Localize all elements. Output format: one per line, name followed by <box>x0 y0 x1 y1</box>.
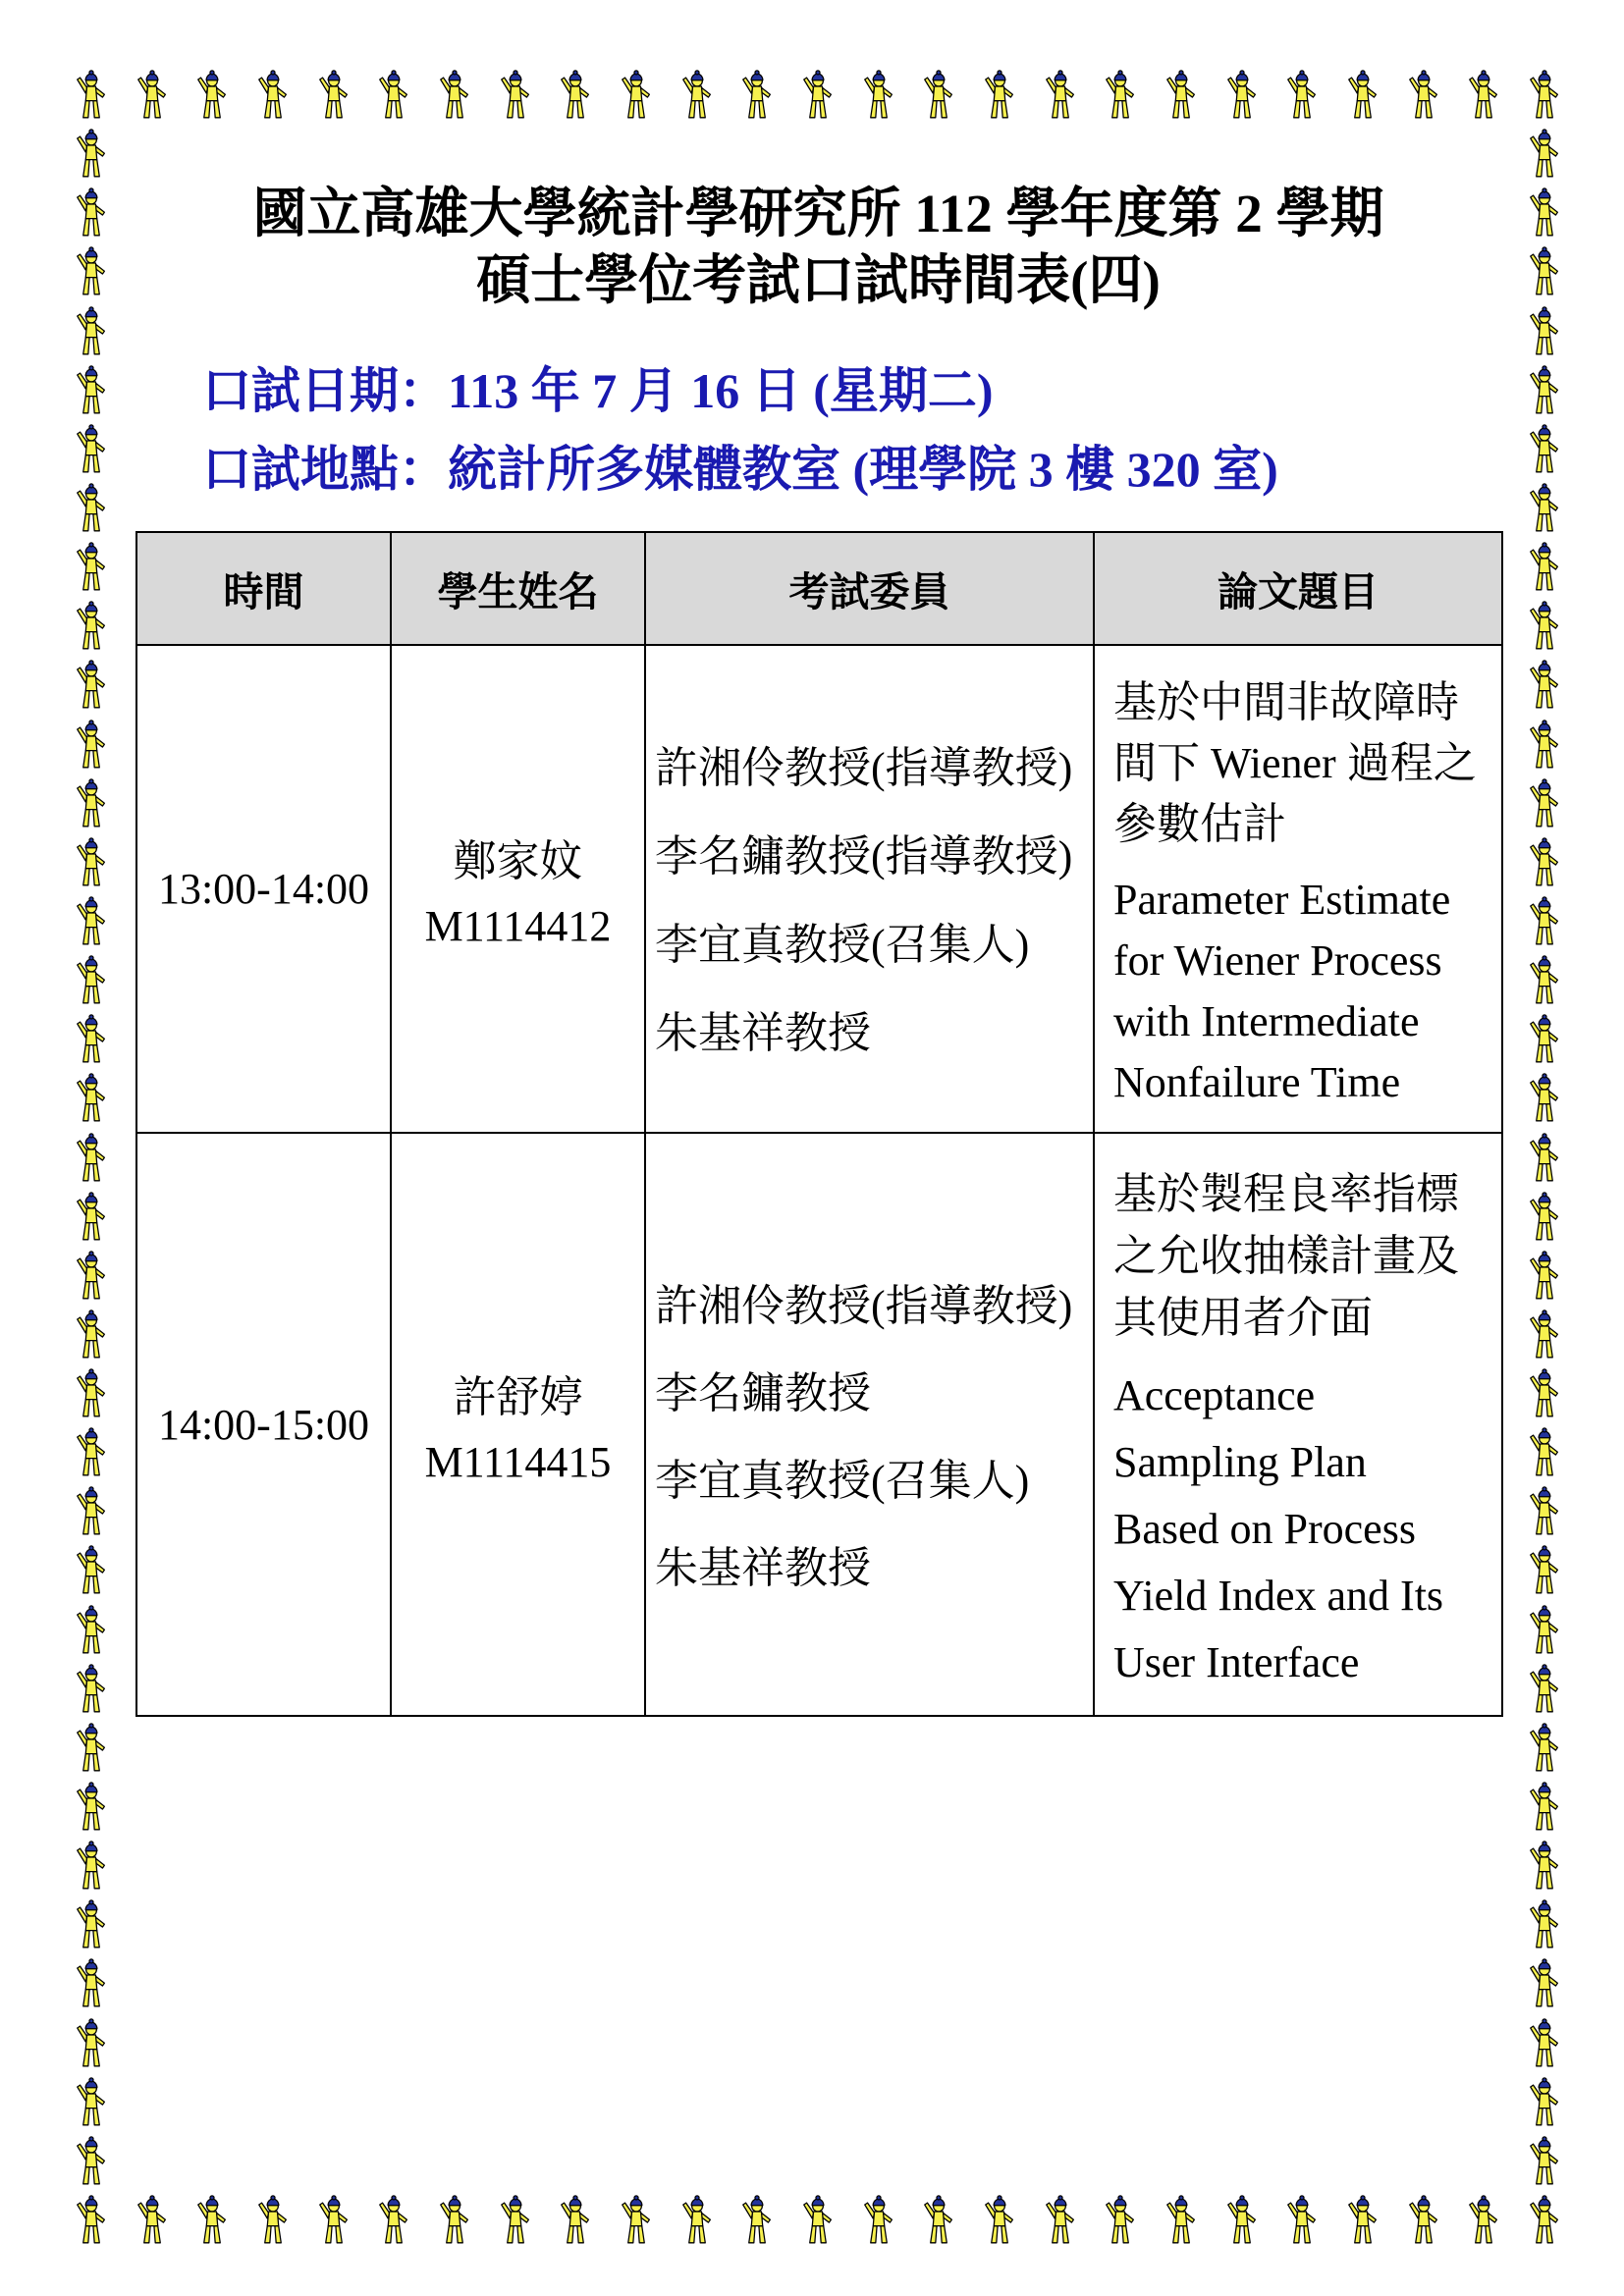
person-figure-icon <box>556 66 595 121</box>
thesis-title-en-line: Sampling Plan <box>1113 1437 1367 1486</box>
person-figure-icon <box>72 892 111 947</box>
person-figure-icon <box>1282 66 1322 121</box>
exam-date-line <box>202 363 994 418</box>
person-figure-icon <box>1525 1719 1564 1774</box>
person-figure-icon <box>1525 1069 1564 1124</box>
committee-member: 朱基祥教授 <box>655 1544 871 1592</box>
person-figure-icon <box>1525 1778 1564 1833</box>
thesis-title-en-line: Acceptance <box>1113 1370 1316 1419</box>
person-figure-icon <box>496 66 535 121</box>
person-figure-icon <box>1525 1188 1564 1243</box>
person-figure-icon <box>72 1423 111 1478</box>
person-figure-icon <box>192 66 232 121</box>
person-figure-icon <box>72 1010 111 1065</box>
committee-member: 許湘伶教授(指導教授) <box>655 1282 1073 1330</box>
committee-member: 李名鏞教授 <box>655 1369 871 1417</box>
person-figure-icon <box>1525 125 1564 180</box>
person-figure-icon <box>1343 2191 1382 2246</box>
person-figure-icon <box>980 66 1019 121</box>
exam-date-value: 113 年 7 月 16 日 (星期二) <box>448 363 994 418</box>
person-figure-icon <box>72 833 111 888</box>
thesis-cell <box>1094 1133 1502 1716</box>
person-figure-icon <box>1525 774 1564 829</box>
person-figure-icon <box>133 66 172 121</box>
thesis-title-en-line: Parameter Estimate <box>1113 876 1451 924</box>
person-figure-icon <box>617 66 656 121</box>
thesis-title-zh-line: 基於中間非故障時 <box>1113 678 1459 726</box>
column-header-student: 學生姓名 <box>391 532 645 645</box>
person-figure-icon <box>72 420 111 475</box>
person-figure-icon <box>72 302 111 357</box>
person-figure-icon <box>72 1954 111 2009</box>
thesis-title-zh-line: 基於製程良率指標 <box>1113 1169 1459 1218</box>
person-figure-icon <box>1525 361 1564 416</box>
person-figure-icon <box>1282 2191 1322 2246</box>
person-figure-icon <box>737 2191 777 2246</box>
person-figure-icon <box>72 656 111 711</box>
exam-location-label: 口試地點： <box>202 442 448 497</box>
person-figure-icon <box>1041 66 1080 121</box>
person-figure-icon <box>798 2191 838 2246</box>
document-title: 國立高雄大學統計學研究所 112 學年度第 2 學期 <box>252 184 1384 243</box>
person-figure-icon <box>919 66 958 121</box>
person-figure-icon <box>314 66 353 121</box>
column-header-thesis: 論文題目 <box>1094 532 1502 645</box>
person-figure-icon <box>1101 66 1140 121</box>
committee-member: 李名鏞教授(指導教授) <box>655 831 1073 881</box>
person-figure-icon <box>1525 479 1564 534</box>
person-figure-icon <box>72 1719 111 1774</box>
person-figure-icon <box>1404 66 1443 121</box>
person-figure-icon <box>1525 184 1564 239</box>
person-figure-icon <box>1525 420 1564 475</box>
thesis-title-en-line: Yield Index and Its <box>1113 1571 1444 1620</box>
time-cell: 14:00-15:00 <box>136 1133 391 1716</box>
person-figure-icon <box>677 66 717 121</box>
person-figure-icon <box>72 1541 111 1596</box>
person-figure-icon <box>919 2191 958 2246</box>
person-figure-icon <box>1222 2191 1262 2246</box>
person-figure-icon <box>253 2191 293 2246</box>
exam-location-line <box>202 442 1278 497</box>
person-figure-icon <box>980 2191 1019 2246</box>
person-figure-icon <box>72 2191 111 2246</box>
person-figure-icon <box>72 361 111 416</box>
column-header-time: 時間 <box>136 532 391 645</box>
person-figure-icon <box>1525 833 1564 888</box>
person-figure-icon <box>496 2191 535 2246</box>
person-figure-icon <box>72 1306 111 1361</box>
exam-location-value: 統計所多媒體教室 (理學院 3 樓 320 室) <box>448 442 1278 497</box>
person-figure-icon <box>798 66 838 121</box>
person-figure-icon <box>1525 1364 1564 1419</box>
person-figure-icon <box>1525 656 1564 711</box>
person-figure-icon <box>1525 2191 1564 2246</box>
person-figure-icon <box>192 2191 232 2246</box>
person-figure-icon <box>1525 1306 1564 1361</box>
person-figure-icon <box>72 125 111 180</box>
person-figure-icon <box>617 2191 656 2246</box>
thesis-title-en <box>1113 870 1497 1113</box>
thesis-title-en-line: with Intermediate <box>1113 997 1420 1045</box>
person-figure-icon <box>1404 2191 1443 2246</box>
person-figure-icon <box>72 1482 111 1537</box>
person-figure-icon <box>72 538 111 593</box>
person-figure-icon <box>1525 302 1564 357</box>
person-figure-icon <box>72 951 111 1006</box>
person-figure-icon <box>1525 951 1564 1006</box>
person-figure-icon <box>72 1247 111 1302</box>
person-figure-icon <box>1525 242 1564 297</box>
committee-member: 許湘伶教授(指導教授) <box>655 743 1073 792</box>
time-cell: 13:00-14:00 <box>136 645 391 1133</box>
person-figure-icon <box>1464 2191 1503 2246</box>
person-figure-icon <box>314 2191 353 2246</box>
person-figure-icon <box>72 1129 111 1184</box>
person-figure-icon <box>1101 2191 1140 2246</box>
person-figure-icon <box>72 479 111 534</box>
person-figure-icon <box>1525 1541 1564 1596</box>
column-header-committee: 考試委員 <box>645 532 1094 645</box>
person-figure-icon <box>435 2191 474 2246</box>
person-figure-icon <box>72 1601 111 1656</box>
person-figure-icon <box>1525 1482 1564 1537</box>
person-figure-icon <box>72 1778 111 1833</box>
person-figure-icon <box>133 2191 172 2246</box>
person-figure-icon <box>72 1837 111 1892</box>
person-figure-icon <box>72 774 111 829</box>
document-subtitle: 碩士學位考試口試時間表(四) <box>476 250 1161 310</box>
person-figure-icon <box>72 1188 111 1243</box>
person-figure-icon <box>859 66 898 121</box>
person-figure-icon <box>1525 1010 1564 1065</box>
thesis-title-en-line: for Wiener Process <box>1113 936 1442 985</box>
person-figure-icon <box>1162 66 1201 121</box>
person-figure-icon <box>72 716 111 771</box>
student-cell <box>391 645 645 1133</box>
person-figure-icon <box>374 2191 413 2246</box>
thesis-title-en-line: Based on Process <box>1113 1504 1416 1553</box>
person-figure-icon <box>556 2191 595 2246</box>
person-figure-icon <box>1525 2073 1564 2128</box>
person-figure-icon <box>435 66 474 121</box>
person-figure-icon <box>1525 1837 1564 1892</box>
person-figure-icon <box>859 2191 898 2246</box>
thesis-title-zh-line: 參數估計 <box>1113 800 1286 848</box>
committee-cell <box>645 645 1094 1133</box>
person-figure-icon <box>1525 1954 1564 2009</box>
schedule-table <box>135 531 1503 1717</box>
person-figure-icon <box>72 242 111 297</box>
person-figure-icon <box>374 66 413 121</box>
student-cell <box>391 1133 645 1716</box>
student-id: M1114415 <box>424 1437 612 1486</box>
person-figure-icon <box>72 2073 111 2128</box>
person-figure-icon <box>677 2191 717 2246</box>
person-figure-icon <box>1162 2191 1201 2246</box>
thesis-title-zh <box>1113 672 1497 855</box>
person-figure-icon <box>72 1660 111 1715</box>
person-figure-icon <box>1525 1129 1564 1184</box>
person-figure-icon <box>1525 597 1564 652</box>
person-figure-icon <box>1525 716 1564 771</box>
thesis-title-zh-line: 其使用者介面 <box>1113 1293 1373 1342</box>
table-header-row <box>136 532 1502 645</box>
thesis-title-zh <box>1113 1163 1497 1349</box>
person-figure-icon <box>72 1896 111 1950</box>
person-figure-icon <box>1525 2132 1564 2187</box>
person-figure-icon <box>1525 1247 1564 1302</box>
person-figure-icon <box>1525 2014 1564 2069</box>
person-figure-icon <box>1222 66 1262 121</box>
person-figure-icon <box>72 1069 111 1124</box>
thesis-cell <box>1094 645 1502 1133</box>
person-figure-icon <box>72 2014 111 2069</box>
person-figure-icon <box>72 184 111 239</box>
student-name: 許舒婷 <box>453 1372 583 1421</box>
person-figure-icon <box>1041 2191 1080 2246</box>
person-figure-icon <box>72 66 111 121</box>
student-name: 鄭家妏 <box>453 837 583 885</box>
thesis-title-zh-line: 間下 Wiener 過程之 <box>1113 739 1477 787</box>
thesis-title-en <box>1113 1362 1497 1696</box>
person-figure-icon <box>1525 1601 1564 1656</box>
thesis-title-en-line: User Interface <box>1113 1637 1360 1686</box>
person-figure-icon <box>1464 66 1503 121</box>
person-figure-icon <box>1525 538 1564 593</box>
thesis-title-en-line: Nonfailure Time <box>1113 1058 1401 1106</box>
table-row <box>136 645 1502 1133</box>
person-figure-icon <box>1525 892 1564 947</box>
person-figure-icon <box>1525 1423 1564 1478</box>
person-figure-icon <box>72 1364 111 1419</box>
person-figure-icon <box>72 597 111 652</box>
exam-date-label: 口試日期： <box>202 363 448 418</box>
committee-cell <box>645 1133 1094 1716</box>
committee-member: 李宜真教授(召集人) <box>655 1457 1030 1505</box>
person-figure-icon <box>1525 1896 1564 1950</box>
student-id: M1114412 <box>424 902 612 950</box>
table-row <box>136 1133 1502 1716</box>
person-figure-icon <box>1525 1660 1564 1715</box>
person-figure-icon <box>253 66 293 121</box>
person-figure-icon <box>72 2132 111 2187</box>
thesis-title-zh-line: 之允收抽樣計畫及 <box>1113 1231 1459 1280</box>
committee-member: 朱基祥教授 <box>655 1008 871 1057</box>
person-figure-icon <box>1525 66 1564 121</box>
person-figure-icon <box>737 66 777 121</box>
committee-member: 李宜真教授(召集人) <box>655 920 1030 969</box>
person-figure-icon <box>1343 66 1382 121</box>
